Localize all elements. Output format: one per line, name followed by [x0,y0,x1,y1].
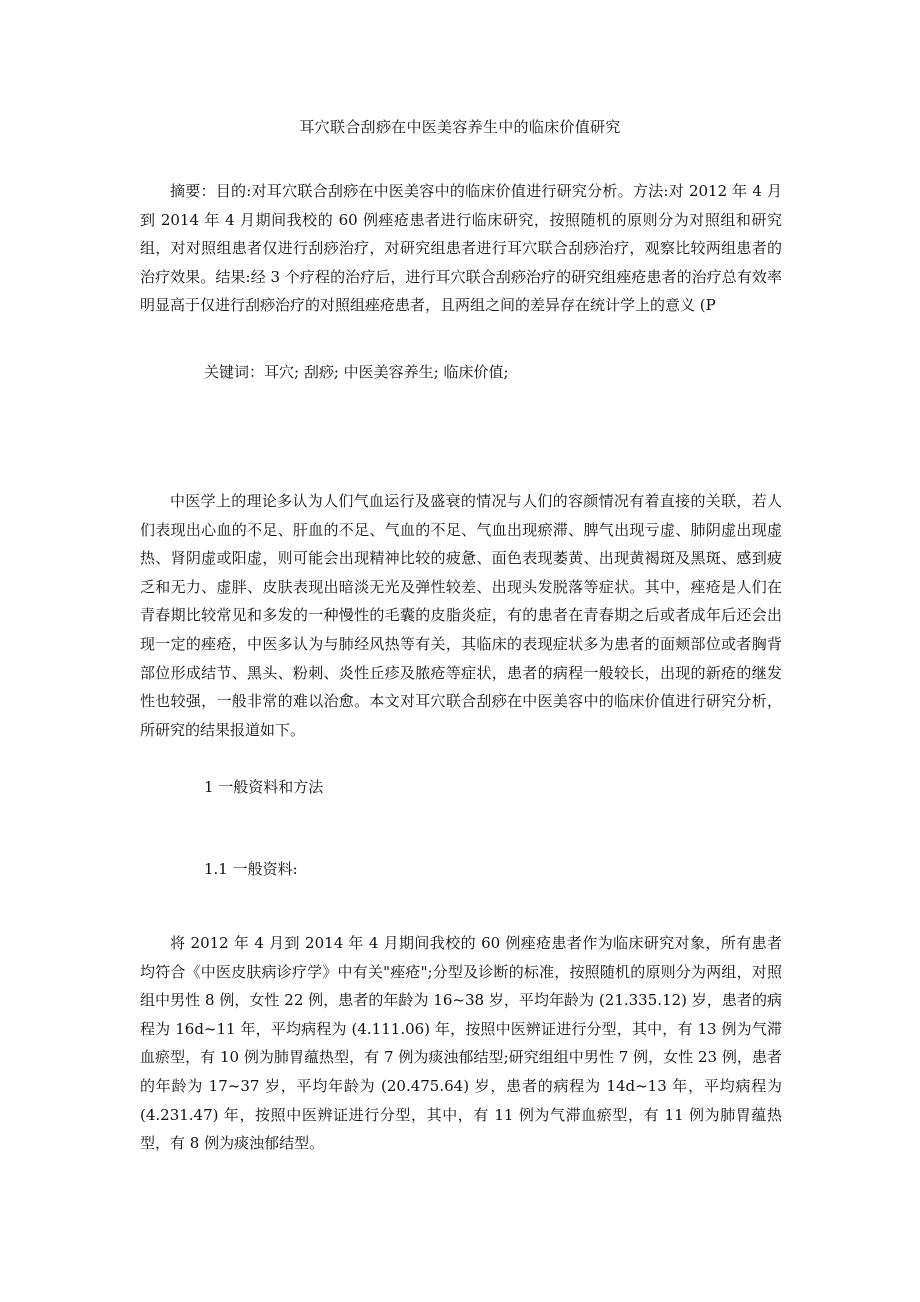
general-data-paragraph: 将 2012 年 4 月到 2014 年 4 月期间我校的 60 例痤疮患者作为临床研究对象，所有患者均符合《中医皮肤病诊疗学》中有关"痤疮";分型及诊断的标准，按照随机的原则分为两组，对照组中男性 8 例，女性 22 例，患者的年龄为 16~38 岁，平均年龄为 (21.335.12) 岁，患者的病程为 16d~11 年，平均病程为 (4.111.06) 年，按照中医辨证进行分型，其中，有 13 例为气滞血瘀型，有 10 例为肺胃蕴热型，有 7 例为痰浊郁结型;研究组组中男性 7 例，女性 23 例，患者的年龄为 17~37 岁，平均年龄为 (20.475.64) 岁，患者的病程为 14d~13 年，平均病程为 (4.231.47) 年，按照中医辨证进行分型，其中，有 11 例为气滞血瘀型，有 11 例为肺胃蕴热型，有 8 例为痰浊郁结型。 [140,934,782,1153]
abstract-paragraph: 摘要：目的:对耳穴联合刮痧在中医美容中的临床价值进行研究分析。方法:对 2012 年 4 月到 2014 年 4 月期间我校的 60 例痤疮患者进行临床研究，按照随机的原则分为对照组和研究组，对对照组患者仅进行刮痧治疗，对研究组患者进行耳穴联合刮痧治疗，观察比较两组患者的治疗效果。结果:经 3 个疗程的治疗后，进行耳穴联合刮痧治疗的研究组痤疮患者的治疗总有效率明显高于仅进行刮痧治疗的对照组痤疮患者，且两组之间的差异存在统计学上的意义 (P [140,182,782,315]
section-1-1-heading: 1.1 一般资料: [204,860,298,878]
intro-paragraph: 中医学上的理论多认为人们气血运行及盛衰的情况与人们的容颜情况有着直接的关联，若人们表现出心血的不足、肝血的不足、气血的不足、气血出现瘀滞、脾气出现亏虚、肺阴虚出现虚热、肾阴虚或阳虚，则可能会出现精神比较的疲惫、面色表现萎黄、出现黄褐斑及黑斑、感到疲乏和无力、虚胖、皮肤表现出暗淡无光及弹性较差、出现头发脱落等症状。其中，痤疮是人们在青春期比较常见和多发的一种慢性的毛囊的皮脂炎症，有的患者在青春期之后或者成年后还会出现一定的痤疮，中医多认为与肺经风热等有关，其临床的表现症状多为患者的面颊部位或者胸背部位形成结节、黑头、粉刺、炎性丘疹及脓疮等症状，患者的病程一般较长，出现的新疮的继发性也较强，一般非常的难以治愈。本文对耳穴联合刮痧在中医美容中的临床价值进行研究分析，所研究的结果报道如下。 [140,492,782,739]
document-title: 耳穴联合刮痧在中医美容养生中的临床价值研究 [299,118,621,136]
keywords-line: 关键词：耳穴; 刮痧; 中医美容养生; 临床价值; [204,363,509,381]
section-1-heading: 1 一般资料和方法 [204,778,324,796]
